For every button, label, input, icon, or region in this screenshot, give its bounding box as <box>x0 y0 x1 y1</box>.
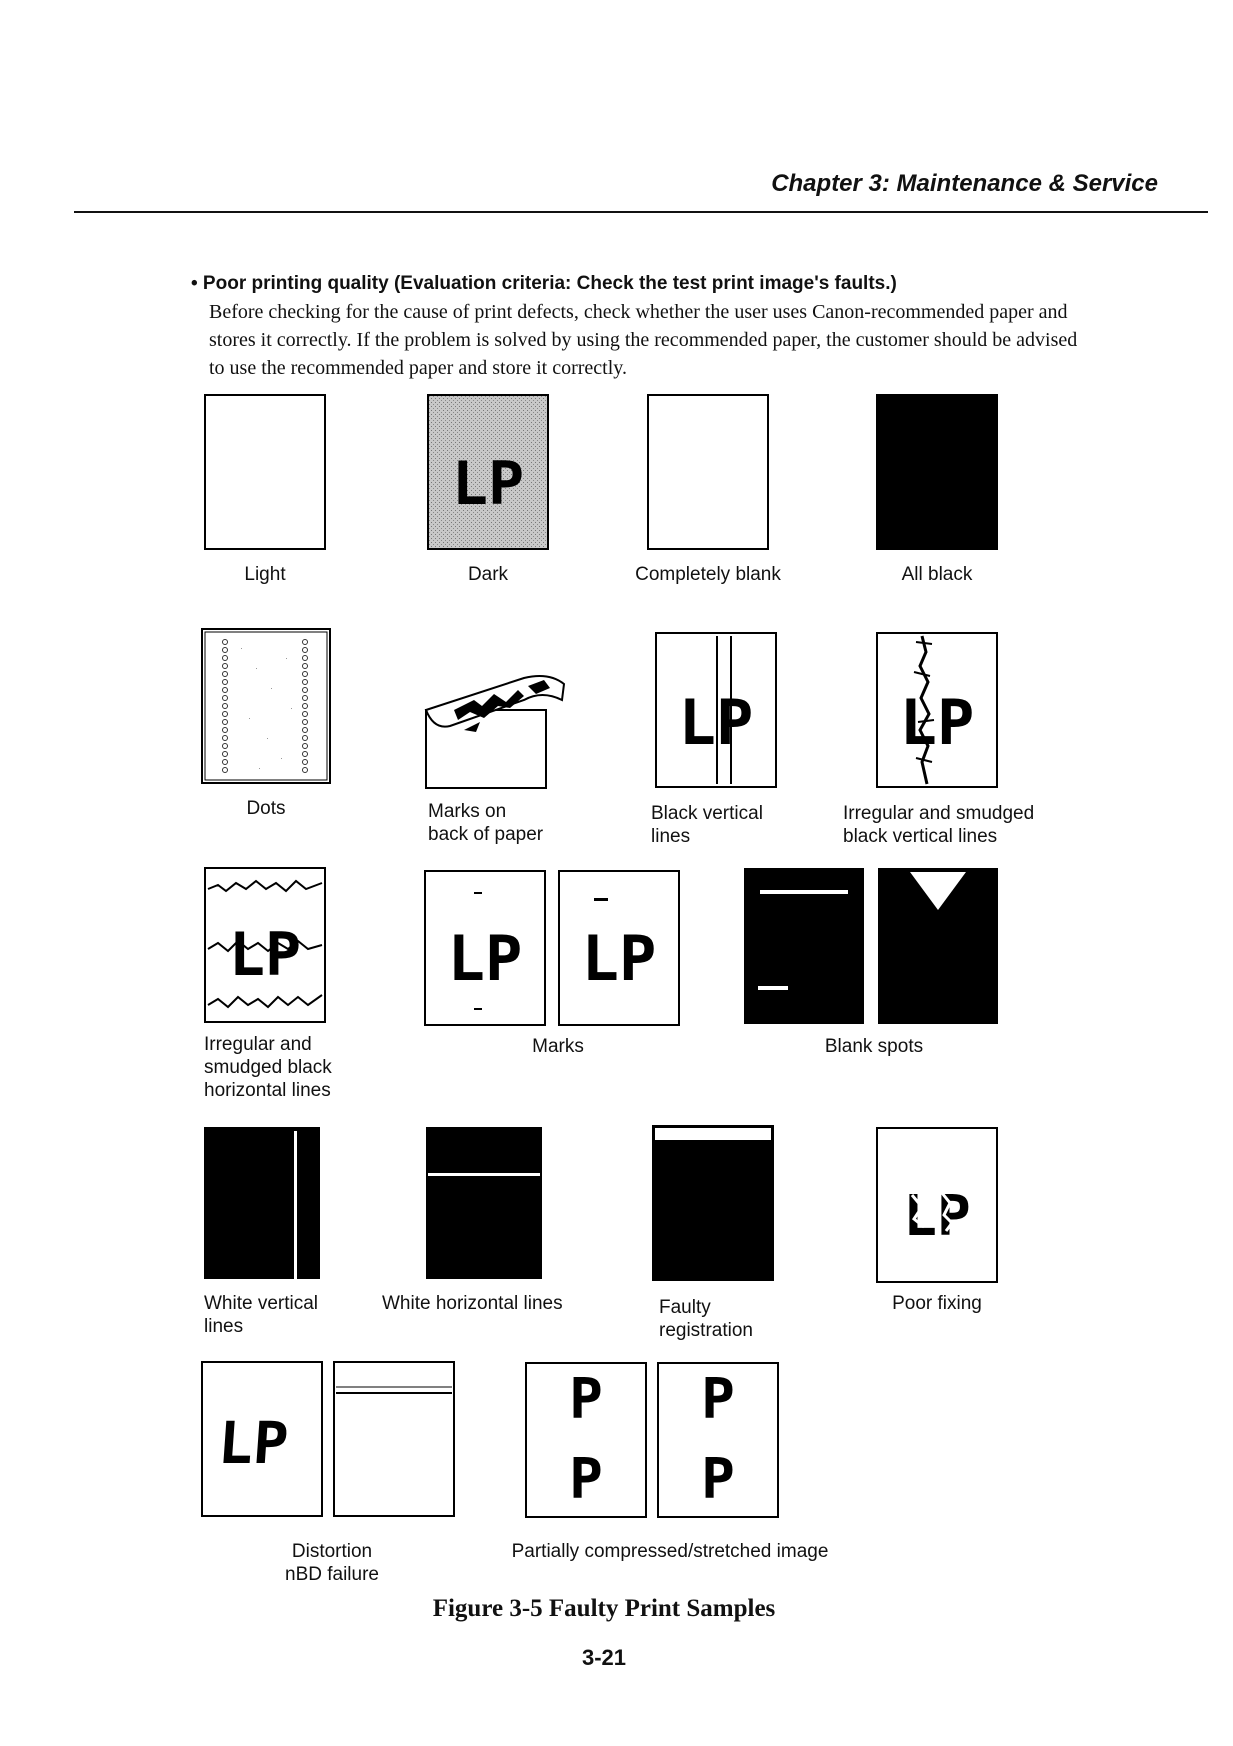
caption-dark: Dark <box>467 564 509 585</box>
compressed-2-p-top-glyph: P <box>701 1367 735 1432</box>
caption-marks-on-back: Marks on back of paper <box>428 801 544 845</box>
sample-irregular-horizontal-lines <box>204 867 326 1023</box>
sample-dark <box>427 394 549 550</box>
sample-white-horizontal-lines <box>426 1127 542 1279</box>
compressed-1-p-bottom-glyph: P <box>569 1447 603 1512</box>
chapter-header: Chapter 3: Maintenance & Service <box>771 170 1158 197</box>
caption-white-horizontal-lines: White horizontal lines <box>382 1293 563 1314</box>
black-vertical-lp-glyph: LP <box>678 686 754 759</box>
figure-caption: Figure 3-5 Faulty Print Samples <box>432 1595 776 1622</box>
sample-irregular-vertical-lines <box>876 632 998 788</box>
sample-blank-spots-1 <box>744 868 864 1024</box>
page-number: 3-21 <box>581 1645 627 1670</box>
marks-2-lp-glyph: LP <box>581 922 657 995</box>
caption-completely-blank: Completely blank <box>635 564 781 585</box>
caption-irregular-vertical-lines: Irregular and smudged black vertical lines <box>843 803 1035 847</box>
dark-lp-glyph: LP <box>451 449 525 519</box>
section-heading: • Poor printing quality (Evaluation criteria: Check the test print image's faults.) <box>191 273 897 294</box>
sample-marks-1 <box>424 870 546 1026</box>
sample-marks-on-back <box>424 666 572 790</box>
sample-compressed-2 <box>657 1362 779 1518</box>
sample-black-vertical-lines <box>655 632 777 788</box>
caption-all-black: All black <box>901 564 973 585</box>
caption-faulty-registration: Faulty registration <box>659 1297 753 1341</box>
caption-irregular-horizontal-lines: Irregular and smudged black horizontal lines <box>204 1034 332 1101</box>
distortion-1-lp-glyph: LP <box>215 1409 291 1477</box>
sample-blank-spots-2 <box>878 868 998 1024</box>
marks-1-lp-glyph: LP <box>447 922 523 995</box>
poor-fixing-lp-glyph: LP <box>903 1184 971 1249</box>
sample-compressed-1 <box>525 1362 647 1518</box>
header-rule <box>74 211 1208 213</box>
sample-marks-2 <box>558 870 680 1026</box>
sample-all-black <box>876 394 998 550</box>
caption-compressed: Partially compressed/stretched image <box>511 1541 829 1562</box>
caption-dots: Dots <box>246 798 286 819</box>
sample-white-vertical-lines <box>204 1127 320 1279</box>
caption-blank-spots: Blank spots <box>824 1036 924 1057</box>
compressed-2-p-bottom-glyph: P <box>701 1447 735 1512</box>
irregular-vertical-lp-glyph: LP <box>899 686 975 759</box>
sample-poor-fixing <box>876 1127 998 1283</box>
caption-light: Light <box>244 564 286 585</box>
irregular-horizontal-lp-glyph: LP <box>228 920 302 990</box>
sample-light <box>204 394 326 550</box>
sample-distortion-1 <box>201 1361 323 1517</box>
caption-poor-fixing: Poor fixing <box>892 1293 982 1314</box>
sample-dots <box>201 628 331 784</box>
section-intro: Before checking for the cause of print defects, check whether the user uses Canon-recommended paper and stores it correctly. If the problem is solved by using the recommended paper, the customer should be advised to use the recommended paper and store it correctly. <box>209 301 1078 379</box>
caption-distortion: Distortion nBD failure <box>285 1541 379 1585</box>
compressed-1-p-top-glyph: P <box>569 1367 603 1432</box>
sample-distortion-2 <box>333 1361 455 1517</box>
sample-faulty-registration <box>652 1125 774 1281</box>
caption-black-vertical-lines: Black vertical lines <box>651 803 763 847</box>
caption-marks: Marks <box>532 1036 584 1057</box>
caption-white-vertical-lines: White vertical lines <box>204 1293 319 1337</box>
sample-completely-blank <box>647 394 769 550</box>
